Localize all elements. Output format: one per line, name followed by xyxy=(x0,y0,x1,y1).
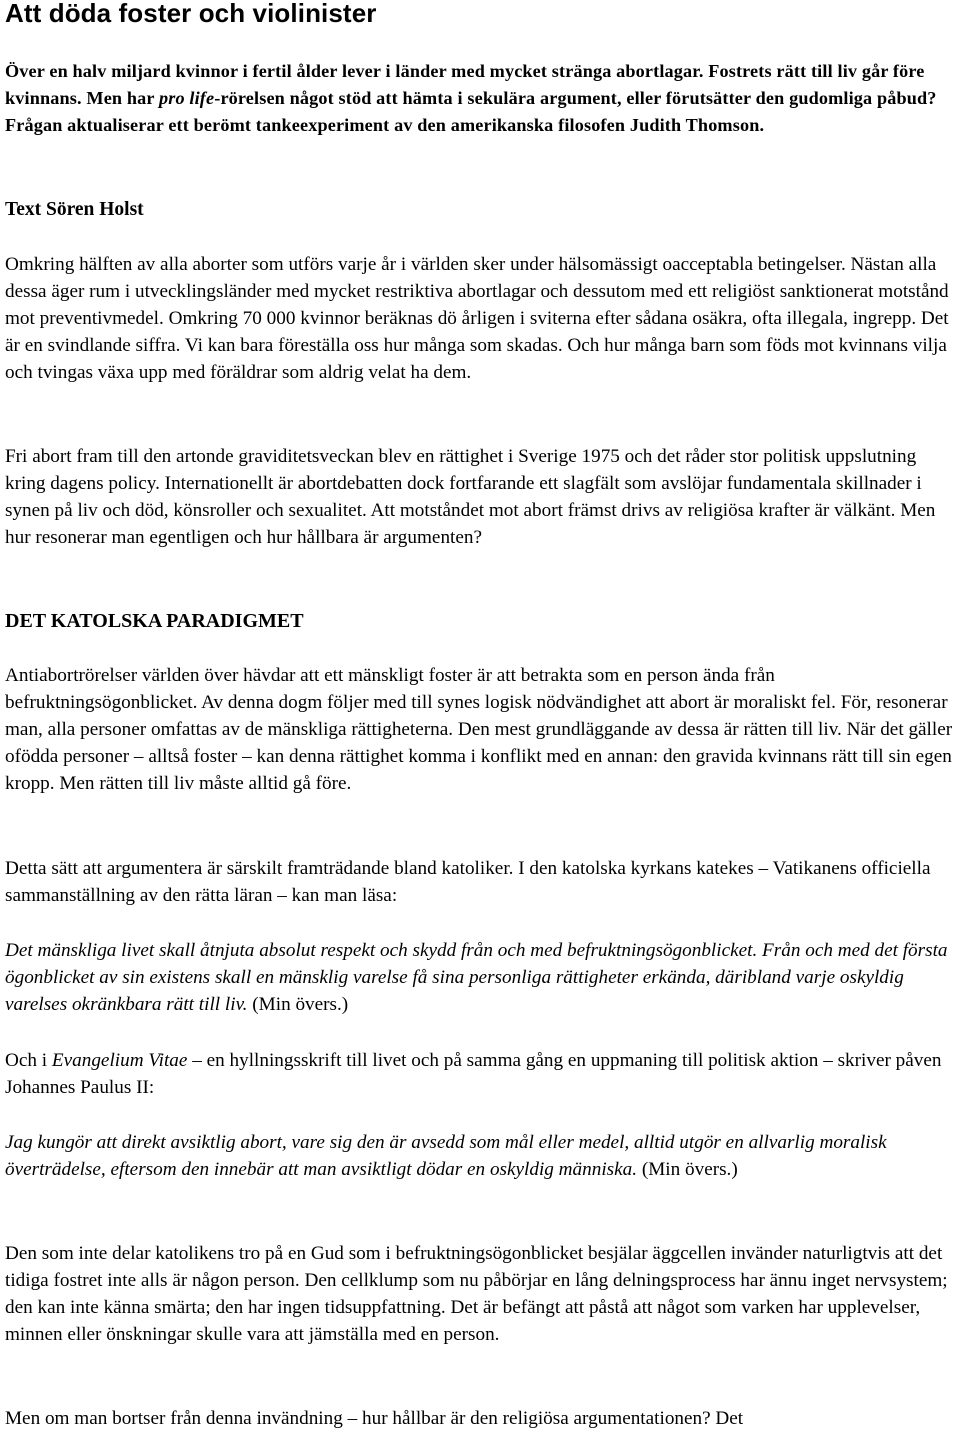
paragraph-5-text-2: – en hyllningsskrift till livet och på samma gång en uppmaning till politisk aktion – skriver påven Johannes Paulus II: xyxy=(5,1050,942,1099)
paragraph-5-text-1: Och i xyxy=(5,1050,52,1071)
body-paragraph-1: Omkring hälften av alla aborter som utförs varje år i världen sker under hälsomässigt oacceptabla betingelser. Nästan alla dessa äger rum i utvecklingsländer med mycket restriktiva abortlagar och dessutom med ett religiöst sanktionerat motstånd mot preventivmedel. Omkring 70 000 kvinnor beräknas dö årligen i sviterna efter sådana osäkra, ofta illegala, ingrepp. Det är en svindlande siffra. Vi kan bara föreställa oss hur många som skadas. Och hur många barn som föds mot kvinnans vilja och tvingas växa upp med föräldrar som aldrig velat ha dem. xyxy=(5,254,949,384)
blockquote-catechism xyxy=(5,937,960,1018)
body-paragraph-7: Men om man bortser från denna invändning – hur hållbar är den religiösa argumentationen? Det xyxy=(5,1408,744,1429)
byline: Text Sören Holst xyxy=(5,199,144,220)
body-paragraph-5 xyxy=(5,1047,960,1101)
article-title: Att döda foster och violinister xyxy=(5,0,377,28)
paragraph-5-italic-title: Evangelium Vitae xyxy=(51,1050,188,1071)
article-lead xyxy=(5,58,960,140)
quote-1-note: (Min övers.) xyxy=(247,994,349,1016)
body-paragraph-2: Fri abort fram till den artonde graviditetsveckan blev en rättighet i Sverige 1975 och det råder stor politisk uppslutning kring dagens policy. Internationellt är abortdebatten dock fortfarande ett slagfält som avslöjar fundamentala skillnader i synen på liv och död, könsroller och sexualitet. Att motståndet mot abort främst drivs av religiösa krafter är välkänt. Men hur resonerar man egentligen och hur hållbara är argumenten? xyxy=(5,446,936,549)
section-heading: DET KATOLSKA PARADIGMET xyxy=(5,610,304,632)
lead-italic-term: pro life xyxy=(158,88,215,109)
body-paragraph-6: Den som inte delar katolikens tro på en Gud som i befruktningsögonblicket besjälar äggcellen invänder naturligtvis att det tidiga fostret inte alls är någon person. Den cellklump som nu påbörjar en lång delningsprocess har ännu inget nervsystem; den kan inte känna smärta; den har ingen tidsuppfattning. Det är befängt att påstå att något som varken har upplevelser, minnen eller önskningar skulle vara att jämställa med en person. xyxy=(5,1243,948,1346)
quote-2-text: Jag kungör att direkt avsiktlig abort, vare sig den är avsedd som mål eller medel, alltid utgör en allvarlig moralisk överträdelse, eftersom den innebär att man avsiktligt dödar en oskyldig människa. xyxy=(5,1132,887,1181)
blockquote-encyclical xyxy=(5,1129,960,1183)
quote-2-note: (Min övers.) xyxy=(637,1159,738,1181)
body-paragraph-3: Antiabortrörelser världen över hävdar att ett mänskligt foster är att betrakta som en person ända från befruktningsögonblicket. Av denna dogm följer med till synes logisk nödvändighet att abort är moraliskt fel. För, resonerar man, alla personer omfattas av de mänskliga rättigheterna. Den mest grundläggande av dessa är rätten till liv. När det gäller ofödda personer – alltså foster – kan denna rättighet komma i konflikt med en annan: den gravida kvinnans rätt till sin egen kropp. Men rätten till liv måste alltid gå före. xyxy=(5,665,953,795)
lead-text-1: Över en halv miljard kvinnor i fertil ålder lever i länder med mycket stränga abortlagar. Fostrets rätt till liv går före kvinnans. Men har xyxy=(5,61,925,109)
quote-1-text: Det mänskliga livet skall åtnjuta absolut respekt och skydd från och med befruktningsögonblicket. Från och med det första ögonblicket av sin existens skall en mänsklig varelse få sina personliga rättigheter erkända, däribland varje oskyldig varelses okränkbara rätt till liv. xyxy=(5,940,948,1016)
lead-text-2: -rörelsen något stöd att hämta i sekulära argument, eller förutsätter den gudomliga påbud? Frågan aktualiserar ett berömt tankeexperiment av den amerikanska filosofen Judith Thomson. xyxy=(5,88,937,136)
body-paragraph-4: Detta sätt att argumentera är särskilt framträdande bland katoliker. I den katolska kyrkans katekes – Vatikanens officiella sammanställning av den rätta läran – kan man läsa: xyxy=(5,858,931,907)
